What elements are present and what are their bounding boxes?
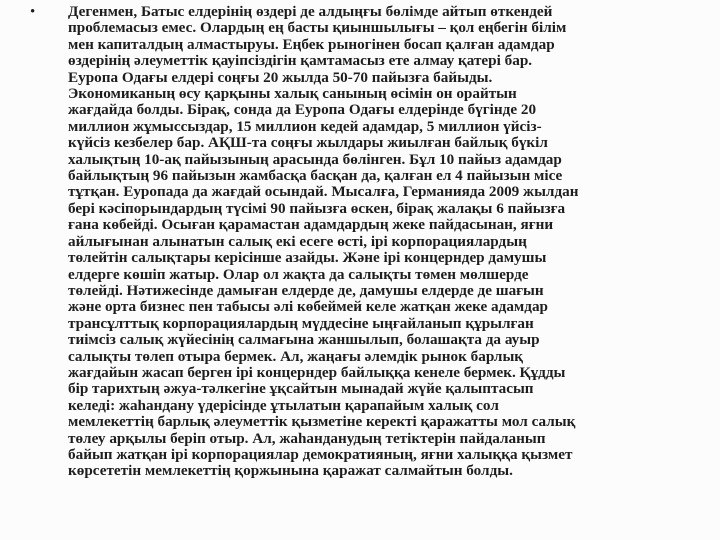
text-line: трансұлттық корпорациялардың мүддесіне ыңғайланып құрылған xyxy=(68,314,534,332)
bullet-point: • xyxy=(30,4,36,20)
text-line: және орта бизнес пен табысы әлі көбеймей келе жатқан жеке адамдар xyxy=(68,298,548,316)
text-line: Дегенмен, Батыс елдерінің өздері де алдыңғы бөлімде айтып өткендей xyxy=(68,3,553,20)
text-line: төлейтін салықтары керісінше азайды. Және ірі концерндер дамушы xyxy=(68,249,547,267)
text-line: бері кәсіпорындардың түсімі 90 пайызға өскен, бірақ жалақы 6 пайызға xyxy=(68,199,566,217)
text-line: салықты төлеп отыра бермек. Ал, жаңағы әлемдік рынок барлық xyxy=(68,347,524,365)
text-line: ғана көбейді. Осыған қарамастан адамдардың жеке пайдасынан, яғни xyxy=(68,216,554,234)
text-line: күйсіз кезбелер бар. АҚШ-та соңғы жылдары жиылған байлық бүкіл xyxy=(68,134,548,152)
text-line: өздерінің әлеуметтік қауіпсіздігін қамтамасыз ете алмау қатері бар. xyxy=(68,52,533,70)
text-line: Экономиканың өсу қарқыны халық санының өсімін он орайтын xyxy=(68,85,517,103)
text-line: төлейді. Нәтижесінде дамыған елдерде де, дамушы елдерде де шағын xyxy=(68,281,544,299)
body-paragraph xyxy=(68,4,708,480)
text-line: халықтың 10-ақ пайызының арасында бөлінген. Бұл 10 пайыз адамдар xyxy=(68,150,562,168)
text-line: айлығынан алынатын салық екі есеге өсті, ірі корпорациялардың xyxy=(68,232,527,250)
text-line: тиімсіз салық жүйесінің салмағына жаншылып, болашақта да ауыр xyxy=(68,331,540,349)
text-line: байып жатқан ірі корпорациялар демократияның, яғни халыққа қызмет xyxy=(68,445,573,463)
text-line: бір тарихтың әжуа-тәлкегіне ұқсайтын мынадай жүйе қалыптасып xyxy=(68,380,534,398)
text-line: келеді: жаһандану үдерісінде ұтылатын қарапайым халық сол xyxy=(68,396,499,414)
text-line: тұтқан. Еуропада да жағдай осындай. Мысалға, Германияда 2009 жылдан xyxy=(68,183,579,201)
text-line: мен капиталдың алмастыруы. Еңбек рыногінен босап қалған адамдар xyxy=(68,35,555,53)
text-line: елдерге көшіп жатыр. Олар ол жақта да салықты төмен мөлшерде xyxy=(68,265,529,283)
text-line: көрсететін мемлекеттің қоржынына қаражат салмайтын болды. xyxy=(68,462,513,480)
text-line: жағдайын жасап берген ірі концерндер байлыққа кенеле бермек. Құдды xyxy=(68,363,566,381)
text-line: Еуропа Одағы елдері соңғы 20 жылда 50-70 пайызға байыды. xyxy=(68,68,493,86)
text-line: миллион жұмыссыздар, 15 миллион кедей адамдар, 5 миллион үйсіз- xyxy=(68,117,542,135)
text-line: жағдайда болды. Бірақ, сонда да Еуропа Одағы елдерінде бүгінде 20 xyxy=(68,101,537,119)
text-line: байлықтың 96 пайызын жамбасқа басқан да, қалған ел 4 пайызын місе xyxy=(68,167,563,185)
text-line: проблемасыз емес. Олардың ең басты қиыншылығы – қол еңбегін білім xyxy=(68,19,567,37)
text-line: мемлекеттің барлық әлеуметтік қызметіне керекті қаражатты мол салық xyxy=(68,413,576,431)
text-line: төлеу арқылы беріп отыр. Ал, жаһанданудың тетіктерін пайдаланып xyxy=(68,429,546,447)
